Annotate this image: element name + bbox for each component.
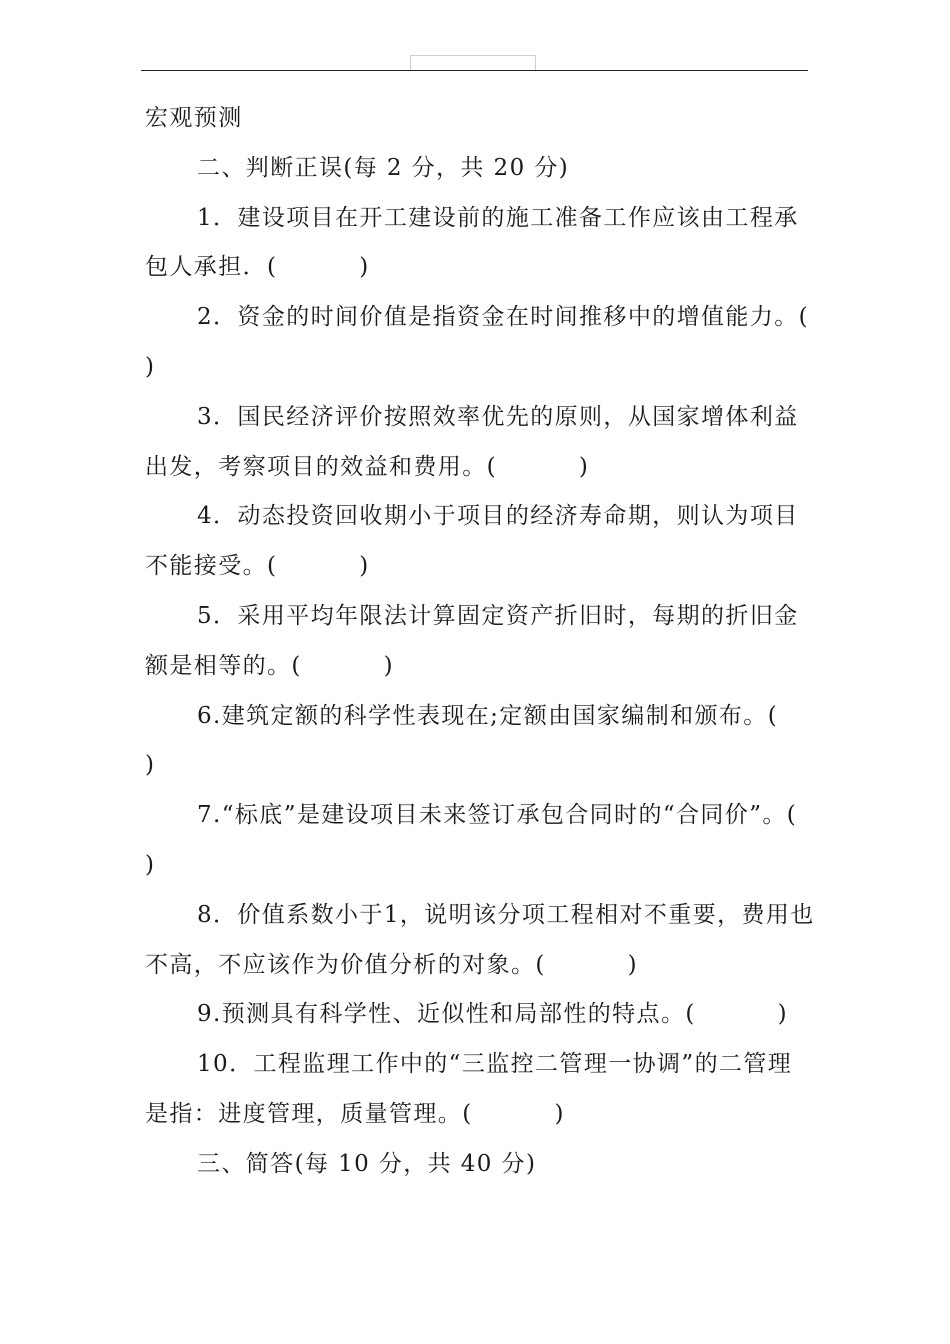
section-2-title: 二、判断正误(每 2 分，共 20 分) bbox=[197, 154, 570, 181]
section-3-title: 三、简答(每 10 分，共 40 分) bbox=[197, 1150, 537, 1177]
question-10: 10．工程监理工作中的“三监控二管理一协调”的二管理是指：进度管理，质量管理。( ) bbox=[145, 1051, 793, 1127]
question-8: 8．价值系数小于1，说明该分项工程相对不重要，费用也不高，不应该作为价值分析的对象。( ) bbox=[145, 901, 815, 978]
question-9: 9.预测具有科学性、近似性和局部性的特点。( ) bbox=[197, 1001, 789, 1028]
question-2: 2．资金的时间价值是指资金在时间推移中的增值能力。( ) bbox=[145, 304, 891, 380]
question-1: 1．建设项目在开工建设前的施工准备工作应该由工程承包人承担．( ) bbox=[145, 204, 799, 281]
document-body bbox=[145, 94, 891, 1190]
question-7: 7.“标底”是建设项目未来签订承包合同时的“合同价”。( ) bbox=[145, 802, 880, 878]
carry-over-text: 宏观预测 bbox=[145, 105, 243, 131]
header-tab bbox=[410, 55, 536, 71]
question-4: 4．动态投资回收期小于项目的经济寿命期，则认为项目不能接受。( ) bbox=[145, 503, 799, 580]
question-5: 5．采用平均年限法计算固定资产折旧时，每期的折旧金额是相等的。( ) bbox=[145, 602, 799, 679]
header-rule bbox=[141, 70, 808, 71]
question-3: 3．国民经济评价按照效率优先的原则，从国家增体利益出发，考察项目的效益和费用。( ) bbox=[145, 403, 799, 480]
question-6: 6.建筑定额的科学性表现在;定额由国家编制和颁布。( ) bbox=[145, 702, 860, 779]
